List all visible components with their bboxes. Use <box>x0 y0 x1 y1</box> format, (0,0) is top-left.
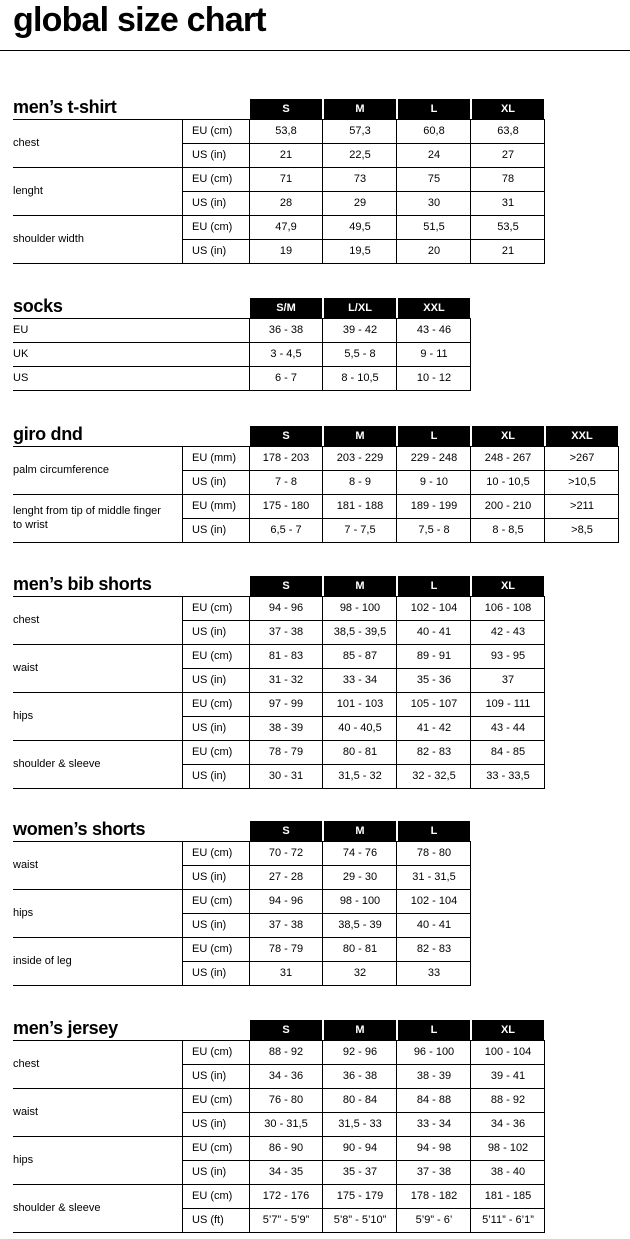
size-value: 43 - 46 <box>416 324 452 336</box>
size-header: XXL <box>398 298 470 318</box>
size-value: 78 <box>501 173 515 185</box>
unit-label: EU (cm) <box>192 698 233 710</box>
size-value: 98 - 100 <box>339 895 381 907</box>
size-value: 35 - 36 <box>416 674 452 686</box>
measure-label: palm circumference <box>13 464 109 476</box>
table-rule <box>322 1040 323 1233</box>
size-value: 90 - 94 <box>342 1142 378 1154</box>
size-header: XXL <box>546 426 618 446</box>
table-rule <box>249 119 250 264</box>
size-value: 20 <box>427 245 441 257</box>
table-rule <box>249 318 250 391</box>
size-value: >267 <box>569 452 595 464</box>
size-header: XL <box>472 426 544 446</box>
size-value: 80 - 81 <box>342 746 378 758</box>
unit-label: EU (mm) <box>192 452 236 464</box>
size-header: M <box>324 99 396 119</box>
size-value: 40 - 40,5 <box>338 722 382 734</box>
section-title: men’s bib shorts <box>13 574 152 594</box>
measure-label: chest <box>13 614 40 626</box>
size-value: 106 - 108 <box>484 602 532 614</box>
unit-label: EU (cm) <box>192 1190 233 1202</box>
size-header: S <box>250 1020 322 1040</box>
measure-label: waist <box>13 1106 39 1118</box>
size-value: 30 - 31,5 <box>264 1118 308 1130</box>
table-rule <box>182 596 183 789</box>
size-value: 9 - 10 <box>419 476 449 488</box>
table-rule <box>13 390 470 391</box>
measure-label: chest <box>13 137 40 149</box>
unit-label: US (in) <box>192 197 227 209</box>
size-value: 34 - 36 <box>268 1070 304 1082</box>
table-rule <box>322 596 323 789</box>
unit-label: US (in) <box>192 722 227 734</box>
table-rule <box>322 841 323 986</box>
size-value: 178 - 182 <box>410 1190 458 1202</box>
table-rule <box>396 119 397 264</box>
measure-label: EU <box>13 324 29 336</box>
size-value: 6 - 7 <box>274 372 297 384</box>
table-rule <box>470 318 471 391</box>
table-rule <box>182 841 183 986</box>
size-value: 30 <box>427 197 441 209</box>
size-value: 89 - 91 <box>416 650 452 662</box>
size-value: 6,5 - 7 <box>270 524 302 536</box>
size-value: 78 - 79 <box>268 943 304 955</box>
table-rule <box>470 1040 471 1233</box>
unit-label: EU (cm) <box>192 746 233 758</box>
table-rule <box>396 596 397 789</box>
size-value: 181 - 188 <box>336 500 384 512</box>
table-rule <box>396 1040 397 1233</box>
size-value: 38 - 40 <box>490 1166 526 1178</box>
unit-label: US (in) <box>192 919 227 931</box>
measure-label: shoulder & sleeve <box>13 758 101 770</box>
size-value: 63,8 <box>497 125 519 137</box>
size-value: 57,3 <box>349 125 371 137</box>
size-value: 32 - 32,5 <box>412 770 456 782</box>
size-value: 43 - 44 <box>490 722 526 734</box>
size-value: 203 - 229 <box>336 452 384 464</box>
title-divider <box>0 50 630 51</box>
measure-label: waist <box>13 859 39 871</box>
table-rule <box>470 119 471 264</box>
measure-label: UK <box>13 348 29 360</box>
size-value: 53,5 <box>497 221 519 233</box>
size-header: L <box>398 426 470 446</box>
size-value: 33 <box>427 967 441 979</box>
size-value: 36 - 38 <box>342 1070 378 1082</box>
table-rule <box>470 841 471 986</box>
size-value: 71 <box>279 173 293 185</box>
table-rule <box>13 788 544 789</box>
size-value: 101 - 103 <box>336 698 384 710</box>
size-value: 38 - 39 <box>268 722 304 734</box>
unit-label: EU (cm) <box>192 943 233 955</box>
table-rule <box>470 596 471 789</box>
size-header: M <box>324 821 396 841</box>
size-value: 189 - 199 <box>410 500 458 512</box>
unit-label: EU (cm) <box>192 1142 233 1154</box>
size-header: XL <box>472 576 544 596</box>
unit-label: US (in) <box>192 871 227 883</box>
size-header: M <box>324 576 396 596</box>
size-value: 40 - 41 <box>416 919 452 931</box>
size-header: S <box>250 576 322 596</box>
unit-label: US (in) <box>192 245 227 257</box>
size-value: 40 - 41 <box>416 626 452 638</box>
size-value: 88 - 92 <box>490 1094 526 1106</box>
size-header: L <box>398 821 470 841</box>
unit-label: US (in) <box>192 674 227 686</box>
size-value: 22,5 <box>349 149 371 161</box>
size-value: 248 - 267 <box>484 452 532 464</box>
section-title: giro dnd <box>13 424 83 444</box>
size-value: 29 - 30 <box>342 871 378 883</box>
size-value: 175 - 179 <box>336 1190 384 1202</box>
table-rule <box>396 318 397 391</box>
size-value: 28 <box>279 197 293 209</box>
unit-label: EU (cm) <box>192 650 233 662</box>
size-header: S/M <box>250 298 322 318</box>
size-value: 5,5 - 8 <box>344 348 376 360</box>
size-value: >10,5 <box>568 476 596 488</box>
size-value: 8 - 8,5 <box>492 524 524 536</box>
size-value: 178 - 203 <box>262 452 310 464</box>
size-value: 8 - 10,5 <box>341 372 379 384</box>
measure-label: hips <box>13 710 34 722</box>
size-value: 32 <box>353 967 367 979</box>
table-rule <box>249 841 250 986</box>
size-value: 42 - 43 <box>490 626 526 638</box>
table-rule <box>249 596 250 789</box>
size-value: 37 - 38 <box>268 919 304 931</box>
table-rule <box>13 263 544 264</box>
unit-label: EU (cm) <box>192 847 233 859</box>
size-value: 80 - 81 <box>342 943 378 955</box>
size-value: 31 <box>501 197 515 209</box>
unit-label: US (in) <box>192 967 227 979</box>
size-value: 84 - 85 <box>490 746 526 758</box>
size-value: 7 - 8 <box>274 476 297 488</box>
measure-label: hips <box>13 1154 34 1166</box>
section-title: men’s t-shirt <box>13 97 117 117</box>
size-value: 76 - 80 <box>268 1094 304 1106</box>
size-header: L/XL <box>324 298 396 318</box>
size-value: 102 - 104 <box>410 895 458 907</box>
table-rule <box>13 985 470 986</box>
unit-label: US (in) <box>192 1070 227 1082</box>
size-value: 81 - 83 <box>268 650 304 662</box>
size-value: 78 - 80 <box>416 847 452 859</box>
unit-label: US (in) <box>192 149 227 161</box>
size-value: 200 - 210 <box>484 500 532 512</box>
size-header: S <box>250 821 322 841</box>
size-value: 94 - 96 <box>268 895 304 907</box>
table-rule <box>322 446 323 543</box>
size-value: 5’9” - 6’ <box>415 1214 453 1226</box>
table-rule <box>182 119 183 264</box>
size-value: 85 - 87 <box>342 650 378 662</box>
size-value: 31,5 - 33 <box>338 1118 382 1130</box>
size-value: 49,5 <box>349 221 371 233</box>
size-value: 86 - 90 <box>268 1142 304 1154</box>
size-value: 94 - 96 <box>268 602 304 614</box>
size-value: 8 - 9 <box>348 476 371 488</box>
size-value: 38,5 - 39 <box>338 919 382 931</box>
size-value: 35 - 37 <box>342 1166 378 1178</box>
table-rule <box>249 1040 250 1233</box>
measure-label: inside of leg <box>13 955 72 967</box>
size-header: XL <box>472 1020 544 1040</box>
measure-label: lenght from tip of middle finger to wrist <box>13 505 161 531</box>
size-value: 31 - 31,5 <box>412 871 456 883</box>
size-value: 60,8 <box>423 125 445 137</box>
size-value: 7,5 - 8 <box>418 524 450 536</box>
unit-label: EU (mm) <box>192 500 236 512</box>
size-value: 36 - 38 <box>268 324 304 336</box>
size-value: 181 - 185 <box>484 1190 532 1202</box>
unit-label: EU (cm) <box>192 895 233 907</box>
size-value: 96 - 100 <box>413 1046 455 1058</box>
size-value: 3 - 4,5 <box>270 348 302 360</box>
page-title: global size chart <box>13 1 266 39</box>
size-value: 34 - 36 <box>490 1118 526 1130</box>
size-value: 51,5 <box>423 221 445 233</box>
size-value: 27 <box>501 149 515 161</box>
size-value: >211 <box>570 500 594 512</box>
size-value: 105 - 107 <box>410 698 458 710</box>
section-title: men’s jersey <box>13 1018 118 1038</box>
table-rule <box>322 119 323 264</box>
size-header: M <box>324 426 396 446</box>
table-rule <box>544 596 545 789</box>
table-rule <box>322 318 323 391</box>
size-value: 80 - 84 <box>342 1094 378 1106</box>
size-header: L <box>398 99 470 119</box>
unit-label: US (in) <box>192 626 227 638</box>
size-value: 37 <box>501 674 515 686</box>
unit-label: EU (cm) <box>192 602 233 614</box>
size-header: S <box>250 99 322 119</box>
measure-label: chest <box>13 1058 40 1070</box>
section-title: women’s shorts <box>13 819 146 839</box>
size-value: 92 - 96 <box>342 1046 378 1058</box>
size-value: 53,8 <box>275 125 297 137</box>
size-value: 74 - 76 <box>342 847 378 859</box>
size-value: 21 <box>501 245 515 257</box>
table-rule <box>618 446 619 543</box>
table-rule <box>544 446 545 543</box>
size-value: 10 - 10,5 <box>486 476 530 488</box>
size-value: 27 - 28 <box>268 871 304 883</box>
unit-label: EU (cm) <box>192 1094 233 1106</box>
table-rule <box>470 446 471 543</box>
unit-label: EU (cm) <box>192 173 233 185</box>
measure-label: lenght <box>13 185 43 197</box>
size-value: 84 - 88 <box>416 1094 452 1106</box>
table-rule <box>182 1040 183 1233</box>
table-rule <box>182 446 183 543</box>
size-value: 78 - 79 <box>268 746 304 758</box>
size-value: 37 - 38 <box>416 1166 452 1178</box>
size-value: 70 - 72 <box>268 847 304 859</box>
measure-label: waist <box>13 662 39 674</box>
size-value: >8,5 <box>571 524 593 536</box>
size-value: 38,5 - 39,5 <box>333 626 387 638</box>
size-value: 19,5 <box>349 245 371 257</box>
table-rule <box>544 119 545 264</box>
size-value: 33 - 33,5 <box>486 770 530 782</box>
size-value: 175 - 180 <box>262 500 310 512</box>
size-value: 41 - 42 <box>416 722 452 734</box>
size-header: S <box>250 426 322 446</box>
unit-label: US (ft) <box>192 1214 224 1226</box>
size-value: 5’8” - 5’10” <box>333 1214 387 1226</box>
size-value: 88 - 92 <box>268 1046 304 1058</box>
size-header: L <box>398 1020 470 1040</box>
size-value: 39 - 41 <box>490 1070 526 1082</box>
table-rule <box>544 1040 545 1233</box>
size-value: 47,9 <box>275 221 297 233</box>
unit-label: EU (cm) <box>192 1046 233 1058</box>
size-value: 93 - 95 <box>490 650 526 662</box>
size-value: 39 - 42 <box>342 324 378 336</box>
size-value: 98 - 102 <box>487 1142 529 1154</box>
table-rule <box>396 841 397 986</box>
size-value: 31 <box>279 967 293 979</box>
size-value: 82 - 83 <box>416 746 452 758</box>
size-header: M <box>324 1020 396 1040</box>
size-value: 100 - 104 <box>484 1046 532 1058</box>
size-value: 33 - 34 <box>342 674 378 686</box>
size-value: 7 - 7,5 <box>344 524 376 536</box>
size-value: 31,5 - 32 <box>338 770 382 782</box>
size-value: 9 - 11 <box>420 348 448 360</box>
unit-label: US (in) <box>192 1118 227 1130</box>
size-value: 172 - 176 <box>262 1190 310 1202</box>
unit-label: US (in) <box>192 1166 227 1178</box>
size-value: 34 - 35 <box>268 1166 304 1178</box>
size-value: 10 - 12 <box>416 372 452 384</box>
size-value: 29 <box>353 197 367 209</box>
size-value: 37 - 38 <box>268 626 304 638</box>
size-header: XL <box>472 99 544 119</box>
measure-label: hips <box>13 907 34 919</box>
size-value: 82 - 83 <box>416 943 452 955</box>
size-value: 30 - 31 <box>268 770 304 782</box>
size-value: 33 - 34 <box>416 1118 452 1130</box>
size-header: L <box>398 576 470 596</box>
size-value: 5’11” - 6’1” <box>482 1214 534 1226</box>
measure-label: US <box>13 372 29 384</box>
unit-label: US (in) <box>192 524 227 536</box>
table-rule <box>249 446 250 543</box>
size-value: 38 - 39 <box>416 1070 452 1082</box>
unit-label: EU (cm) <box>192 125 233 137</box>
size-value: 21 <box>279 149 293 161</box>
measure-label: shoulder & sleeve <box>13 1202 101 1214</box>
table-rule <box>396 446 397 543</box>
size-value: 24 <box>427 149 441 161</box>
size-value: 73 <box>353 173 367 185</box>
unit-label: US (in) <box>192 770 227 782</box>
size-value: 5’7” - 5’9” <box>262 1214 310 1226</box>
unit-label: US (in) <box>192 476 227 488</box>
size-value: 31 - 32 <box>268 674 304 686</box>
size-value: 19 <box>279 245 293 257</box>
section-title: socks <box>13 296 63 316</box>
size-value: 75 <box>427 173 441 185</box>
size-value: 94 - 98 <box>416 1142 452 1154</box>
size-value: 98 - 100 <box>339 602 381 614</box>
measure-label: shoulder width <box>13 233 84 245</box>
size-value: 229 - 248 <box>410 452 458 464</box>
size-value: 102 - 104 <box>410 602 458 614</box>
table-rule <box>13 542 618 543</box>
table-rule <box>13 1232 544 1233</box>
unit-label: EU (cm) <box>192 221 233 233</box>
size-value: 109 - 111 <box>485 698 531 710</box>
size-value: 97 - 99 <box>268 698 304 710</box>
